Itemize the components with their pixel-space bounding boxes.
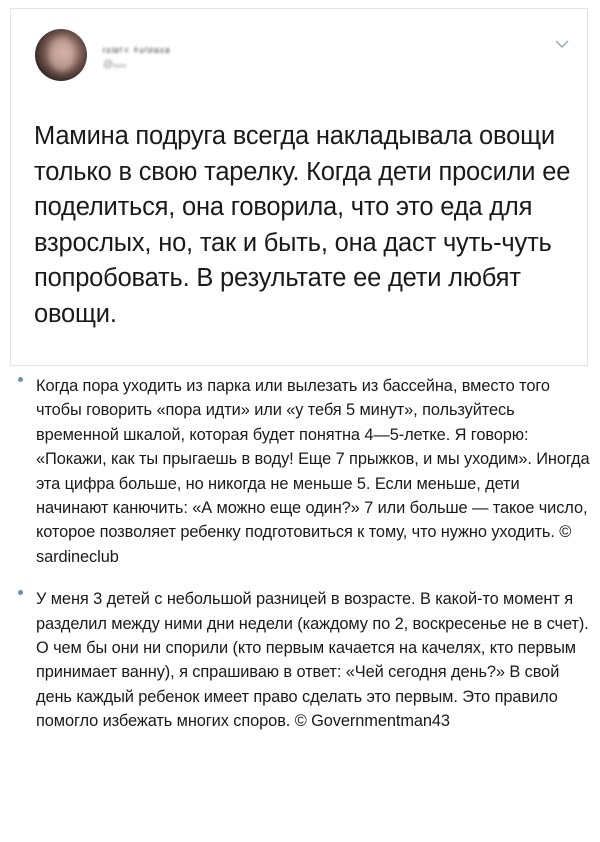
tip-text: У меня 3 детей с небольшой разницей в возрасте. В какой-то момент я разделил между ними дни недели (каждому по 2, воскресенье не в счет). О чем бы они ни спорили (кто первым качается на качелях, кто первым принимает ванну), я спрашиваю в ответ: «Чей сегодня день?» В свой день каждый ребенок имеет право сделать это первым. Это правило помогло избежать многих споров. © Governmentman43 [36,590,589,731]
tips-list [0,374,600,734]
user-name[interactable]: ᵣₓᵢₐₜₛ ₖᵤₗₚₐₓₐ [103,41,171,55]
chevron-down-icon[interactable] [555,39,569,49]
avatar[interactable] [35,29,87,81]
tweet-card [10,8,588,366]
tip-text: Когда пора уходить из парка или вылезать из бассейна, вместо того чтобы говорить «пора идти» или «у тебя 5 минут», пользуйтесь временной шкалой, которая будет понятна 4—5-летке. Я говорю: «Покажи, как ты прыгаешь в воду! Еще 7 прыжков, и мы уходим». Иногда эта цифра больше, но никогда не меньше 5. Если меньше, дети начинают канючить: «А можно еще один?» 7 или больше — такое число, которое позволяет ребенку подготовиться к тому, что нужно уходить. © sardineclub [36,377,590,566]
bullet-icon [18,590,23,595]
user-handle[interactable]: @ₓₓₓₓ [103,59,127,70]
list-item [0,374,600,569]
bullet-icon [18,377,23,382]
list-item [0,587,600,733]
tweet-text: Мамина подруга всегда накладывала овощи только в свою тарелку. Когда дети просили ее поделиться, она говорила, что это еда для взрослых, но, так и быть, она даст чуть-чуть попробовать. В результате ее дети любят овощи. [34,122,571,328]
